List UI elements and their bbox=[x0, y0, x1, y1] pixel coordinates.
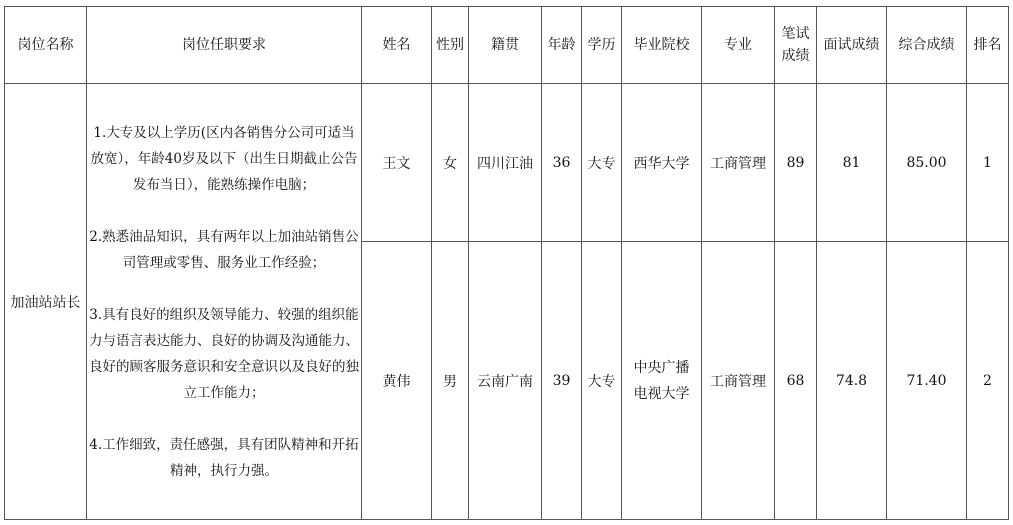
candidate-written-score: 68 bbox=[775, 242, 817, 520]
header-written-score: 笔试成绩 bbox=[775, 7, 817, 84]
candidate-rank: 1 bbox=[967, 84, 1009, 242]
requirement-item: 4.工作细致，责任感强，具有团队精神和开拓精神，执行力强。 bbox=[89, 436, 359, 479]
candidate-age: 39 bbox=[542, 242, 582, 520]
candidate-name: 王文 bbox=[362, 84, 432, 242]
candidate-name: 黄伟 bbox=[362, 242, 432, 520]
header-interview-score: 面试成绩 bbox=[817, 7, 887, 84]
header-gender: 性别 bbox=[432, 7, 469, 84]
header-native-place: 籍贯 bbox=[469, 7, 542, 84]
candidate-total-score: 71.40 bbox=[887, 242, 967, 520]
header-major: 专业 bbox=[702, 7, 775, 84]
candidate-native-place: 四川江油 bbox=[469, 84, 542, 242]
requirements-cell bbox=[87, 84, 362, 520]
results-table bbox=[4, 6, 1009, 520]
candidate-interview-score: 81 bbox=[817, 84, 887, 242]
header-education: 学历 bbox=[582, 7, 622, 84]
header-name: 姓名 bbox=[362, 7, 432, 84]
table-row bbox=[5, 84, 1009, 242]
candidate-native-place: 云南广南 bbox=[469, 242, 542, 520]
candidate-interview-score: 74.8 bbox=[817, 242, 887, 520]
position-cell: 加油站站长 bbox=[5, 84, 87, 520]
header-rank: 排名 bbox=[967, 7, 1009, 84]
candidate-school: 西华大学 bbox=[622, 84, 702, 242]
candidate-age: 36 bbox=[542, 84, 582, 242]
header-position-name: 岗位名称 bbox=[5, 7, 87, 84]
requirement-item: 3.具有良好的组织及领导能力、较强的组织能力与语言表达能力、良好的协调及沟通能力、良好的顾客服务意识和安全意识以及良好的独立工作能力； bbox=[89, 306, 359, 401]
candidate-school: 中央广播电视大学 bbox=[622, 242, 702, 520]
header-age: 年龄 bbox=[542, 7, 582, 84]
requirement-item: 2.熟悉油品知识，具有两年以上加油站销售公司管理或零售、服务业工作经验； bbox=[89, 228, 359, 271]
candidate-rank: 2 bbox=[967, 242, 1009, 520]
candidate-gender: 男 bbox=[432, 242, 469, 520]
candidate-total-score: 85.00 bbox=[887, 84, 967, 242]
candidate-education: 大专 bbox=[582, 84, 622, 242]
candidate-major: 工商管理 bbox=[702, 84, 775, 242]
header-total-score: 综合成绩 bbox=[887, 7, 967, 84]
candidate-major: 工商管理 bbox=[702, 242, 775, 520]
candidate-written-score: 89 bbox=[775, 84, 817, 242]
candidate-gender: 女 bbox=[432, 84, 469, 242]
header-row bbox=[5, 7, 1009, 84]
header-requirements: 岗位任职要求 bbox=[87, 7, 362, 84]
header-school: 毕业院校 bbox=[622, 7, 702, 84]
requirement-item: 1.大专及以上学历(区内各销售分公司可适当放宽），年龄40岁及以下（出生日期截止公告发布当日），能熟练操作电脑； bbox=[90, 124, 358, 193]
candidate-education: 大专 bbox=[582, 242, 622, 520]
